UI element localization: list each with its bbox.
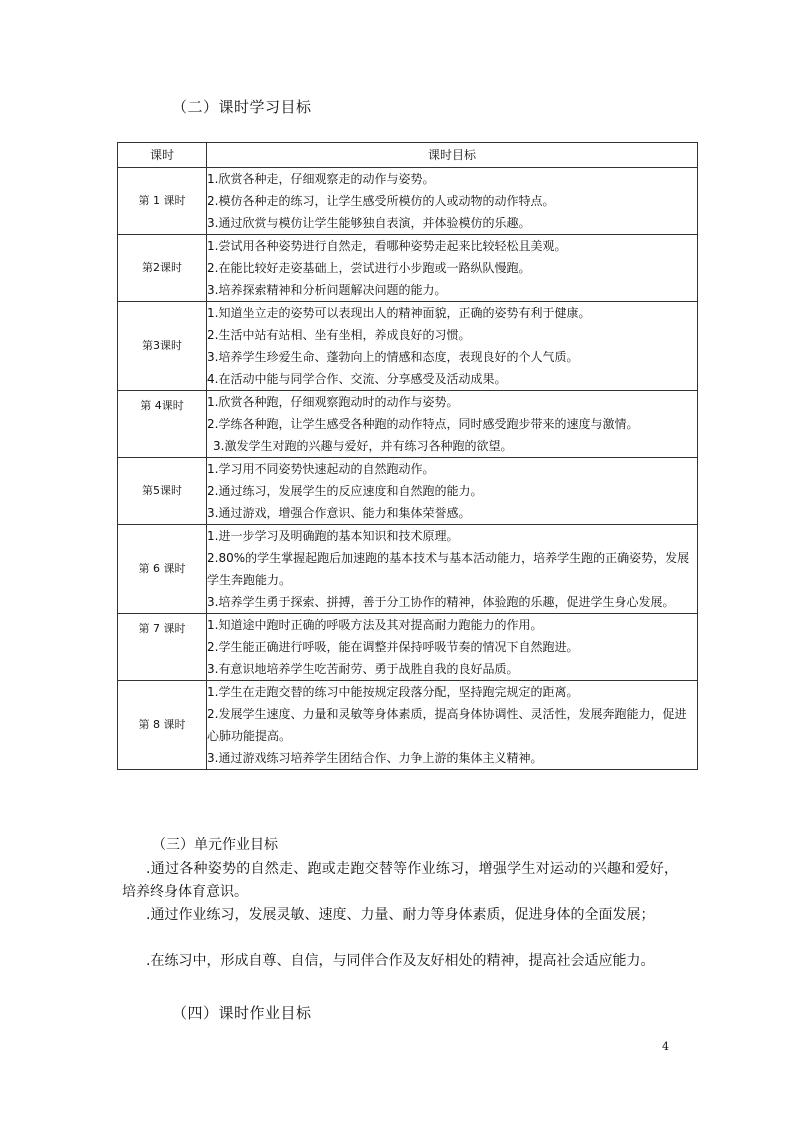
goal-line: 2.生活中站有站相、坐有坐相，养成良好的习惯。 (207, 328, 471, 342)
goal-line: 3.通过欣赏与模仿让学生能够独自表演，并体验模仿的乐趣。 (207, 216, 531, 230)
goal-cell (207, 235, 698, 302)
goal-cell (207, 168, 698, 235)
homework-goal-paragraph (122, 904, 678, 927)
table-row (118, 168, 698, 235)
paragraph-text: .通过各种姿势的自然走、跑或走跑交替等作业练习，增强学生对运动的兴趣和爱好，培养终身体育意识。 (122, 861, 678, 900)
header-goal: 课时目标 (207, 143, 698, 168)
goal-cell (207, 391, 698, 458)
lesson-cell: 第3课时 (118, 302, 207, 391)
goal-line: 3.培养学生勇于探索、拼搏，善于分工协作的精神，体验跑的乐趣，促进学生身心发展。 (207, 595, 675, 609)
header-lesson: 课时 (118, 143, 207, 168)
lesson-cell: 第5课时 (118, 458, 207, 525)
goal-line: 2.学生能正确进行呼吸，能在调整并保持呼吸节奏的情况下自然跑进。 (207, 640, 579, 654)
lesson-cell: 第 8 课时 (118, 681, 207, 770)
goal-line: 1.尝试用各种姿势进行自然走，看哪种姿势走起来比较轻松且美观。 (207, 239, 567, 253)
goal-line: 3.有意识地培养学生吃苦耐劳、勇于战胜自我的良好品质。 (207, 662, 519, 676)
homework-goal-paragraph (122, 950, 678, 973)
goal-line: 2.发展学生速度、力量和灵敏等身体素质，提高身体协调性、灵活性，发展奔跑能力，促进心肺功能提高。 (207, 707, 687, 743)
lesson-cell: 第 1 课时 (118, 168, 207, 235)
goal-line: 2.80%的学生掌握起跑后加速跑的基本技术与基本活动能力，培养学生跑的正确姿势，发展学生奔跑能力。 (207, 551, 690, 587)
goal-line: 2.模仿各种走的练习，让学生感受所模仿的人或动物的动作特点。 (207, 194, 555, 208)
goal-line: 1.知道坐立走的姿势可以表现出人的精神面貌，正确的姿势有利于健康。 (207, 306, 591, 320)
goal-line: 3.通过游戏练习培养学生团结合作、力争上游的集体主义精神。 (207, 751, 543, 765)
section-3-heading: （三）单元作业目标 (152, 837, 278, 853)
goal-line: 1.欣赏各种跑，仔细观察跑动时的动作与姿势。 (207, 395, 459, 409)
lesson-cell: 第2课时 (118, 235, 207, 302)
goal-line: 2.通过练习，发展学生的反应速度和自然跑的能力。 (207, 484, 483, 498)
goal-line: 1.欣赏各种走，仔细观察走的动作与姿势。 (207, 172, 435, 186)
lesson-cell: 第 6 课时 (118, 525, 207, 614)
goal-cell (207, 458, 698, 525)
goal-line: 1.学生在走跑交替的练习中能按规定段落分配，坚持跑完规定的距离。 (207, 685, 579, 699)
table-header-row (118, 143, 698, 168)
goal-line: 1.知道途中跑时正确的呼吸方法及其对提高耐力跑能力的作用。 (207, 618, 543, 632)
lesson-goals-table (117, 142, 698, 770)
section-4-heading: （四）课时作业目标 (172, 1004, 312, 1022)
goal-cell (207, 614, 698, 681)
goal-line: 2.学练各种跑，让学生感受各种跑的动作特点，同时感受跑步带来的速度与激情。 (207, 417, 639, 431)
paragraph-text: .在练习中，形成自尊、自信，与同伴合作及友好相处的精神，提高社会适应能力。 (146, 953, 655, 969)
goal-line: 2.在能比较好走姿基础上，尝试进行小步跑或一路纵队慢跑。 (207, 261, 531, 275)
goal-line: 3.培养探索精神和分析问题解决问题的能力。 (207, 283, 447, 297)
table-row (118, 302, 698, 391)
goal-line: 4.在活动中能与同学合作、交流、分享感受及活动成果。 (207, 372, 507, 386)
lesson-cell: 第 4课时 (118, 391, 207, 458)
homework-goal-paragraph (122, 858, 678, 904)
goal-line: 1.学习用不同姿势快速起动的自然跑动作。 (207, 462, 435, 476)
lesson-cell: 第 7 课时 (118, 614, 207, 681)
table-row (118, 525, 698, 614)
table-row (118, 614, 698, 681)
goal-cell (207, 302, 698, 391)
paragraph-text: .通过作业练习，发展灵敏、速度、力量、耐力等身体素质，促进身体的全面发展； (146, 907, 655, 923)
table-row (118, 391, 698, 458)
page-number: 4 (662, 1040, 669, 1053)
section-2-heading: （二）课时学习目标 (172, 98, 312, 116)
goal-line: 3.培养学生珍爱生命、蓬勃向上的情感和态度，表现良好的个人气质。 (207, 350, 579, 364)
goal-line: 1.进一步学习及明确跑的基本知识和技术原理。 (207, 529, 459, 543)
table-row (118, 235, 698, 302)
goal-line: 3.通过游戏，增强合作意识、能力和集体荣誉感。 (207, 506, 471, 520)
table-row (118, 681, 698, 770)
table-row (118, 458, 698, 525)
goal-cell (207, 525, 698, 614)
goal-cell (207, 681, 698, 770)
goal-line: 3.激发学生对跑的兴趣与爱好，并有练习各种跑的欲望。 (213, 439, 513, 453)
